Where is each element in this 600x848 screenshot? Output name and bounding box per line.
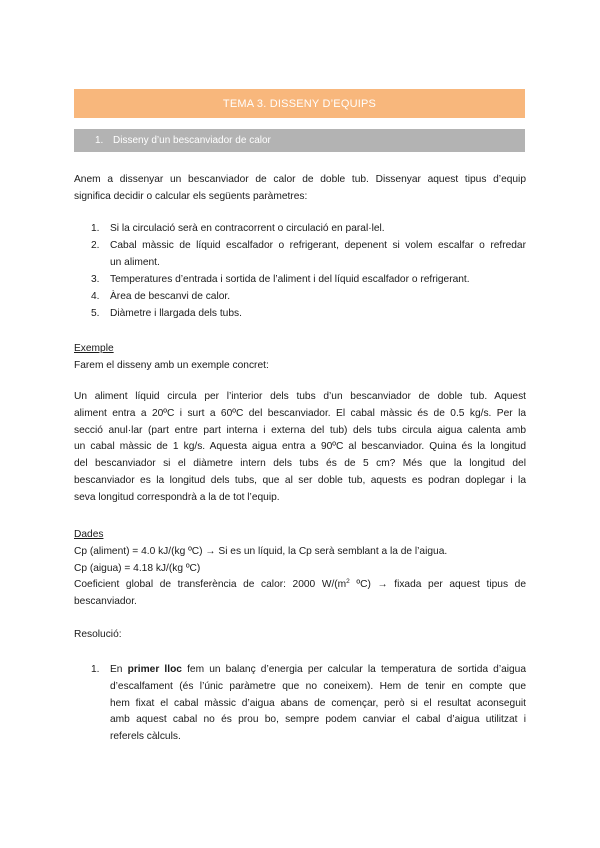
list-number: 1. [91, 223, 100, 234]
list-text [110, 238, 526, 272]
step-line: referels càlculs. [110, 731, 181, 743]
list-number: 5. [91, 308, 100, 319]
section-title: Disseny d’un bescanviador de calor [113, 135, 271, 146]
paragraph-line: bescanviador es la longitud dels tubs, que al ser doble tub, aquests es podran doplegar i la [74, 474, 526, 486]
step-prefix: En [110, 664, 128, 675]
step-text [110, 662, 526, 746]
paragraph-line: aliment entra a 20ºC i surt a 60ºC del bescanviador. El cabal màssic és de 0.5 kg/s. Per la [74, 407, 526, 419]
step-bold: primer lloc [127, 664, 182, 675]
example-paragraph [74, 389, 526, 507]
resolution-heading: Resolució: [74, 629, 122, 640]
paragraph-line: seva longitud correspondrà a la de tot l’equip. [74, 491, 280, 503]
list-text-line: Cabal màssic de líquid escalfador o refrigerant, depenent si volem escalfar o refredar [110, 240, 526, 251]
global-coefficient [74, 577, 526, 594]
cp-aigua: Cp (aigua) = 4.18 kJ/(kg ºC) [74, 562, 201, 574]
step-rest: fem un balanç d’energia per calcular la temperatura de sortida d’aigua [181, 664, 527, 675]
example-heading: Exemple [74, 343, 114, 354]
list-number: 2. [91, 240, 100, 251]
coef-text: ºC) → fixada per aquest tipus de [349, 579, 526, 591]
data-section [74, 527, 526, 611]
list-text: Si la circulació serà en contracorrent o circulació en paral·lel. [110, 223, 385, 234]
data-heading: Dades [74, 529, 104, 540]
intro-line: significa decidir o calcular els següents paràmetres: [74, 190, 308, 202]
list-number: 4. [91, 291, 100, 302]
coef-text: Coeficient global de transferència de calor: 2000 W/(m [74, 579, 347, 591]
example-intro: Farem el disseny amb un exemple concret: [74, 359, 269, 371]
resolution-heading-block [74, 627, 526, 644]
chapter-title-bar [74, 89, 525, 118]
global-coefficient-cont: bescanviador. [74, 596, 137, 608]
list-text: Temperatures d’entrada i sortida de l’aliment i del líquid escalfador o refrigerant. [110, 274, 470, 285]
step-line: amb aquest cabal no és prou bo, sempre podem canviar el cabal d’aigua utilitzat i [110, 714, 526, 726]
coef-superscript: 2 [346, 578, 350, 586]
step-line: d’escalfament (és l’únic paràmetre que no coneixem). Hem de tenir en compte que [110, 680, 526, 692]
paragraph-line: Un aliment líquid circula per l’interior dels tubs d’un bescanviador de doble tub. Aquest [74, 391, 526, 402]
list-text-line: un aliment. [110, 256, 160, 268]
section-number: 1. [95, 135, 104, 146]
list-text: Àrea de bescanvi de calor. [110, 291, 231, 302]
cp-aliment: Cp (aliment) = 4.0 kJ/(kg ºC) → Si es un líquid, la Cp serà semblant a la de l’aigua. [74, 545, 448, 557]
chapter-title: TEMA 3. DISSENY D’EQUIPS [222, 97, 377, 110]
list-text: Diàmetre i llargada dels tubs. [110, 308, 242, 319]
step-line: hem fixat el cabal màssic d’aigua abans de començar, però si el resultat aconseguit [110, 697, 526, 709]
list-number: 1. [91, 664, 100, 675]
step-line [110, 662, 526, 679]
example-section [74, 341, 526, 375]
paragraph-line: un cabal màssic de 1 kg/s. Aquesta aigua entra a 90ºC al bescanviador. Quina és la longitud [74, 441, 526, 453]
list-number: 3. [91, 274, 100, 285]
section-heading-bar [74, 129, 525, 152]
paragraph-line: secció anul·lar (part entre part interna i externa del tub) dels tubs circula aigua calenta amb [74, 424, 526, 436]
paragraph-line: del bescanviador si el diàmetre intern dels tubs és de 5 cm? Més que la longitud del [74, 458, 526, 470]
intro-line: Anem a dissenyar un bescanviador de calor de doble tub. Dissenyar aquest tipus d’equip [74, 174, 526, 185]
intro-paragraph [74, 172, 526, 206]
